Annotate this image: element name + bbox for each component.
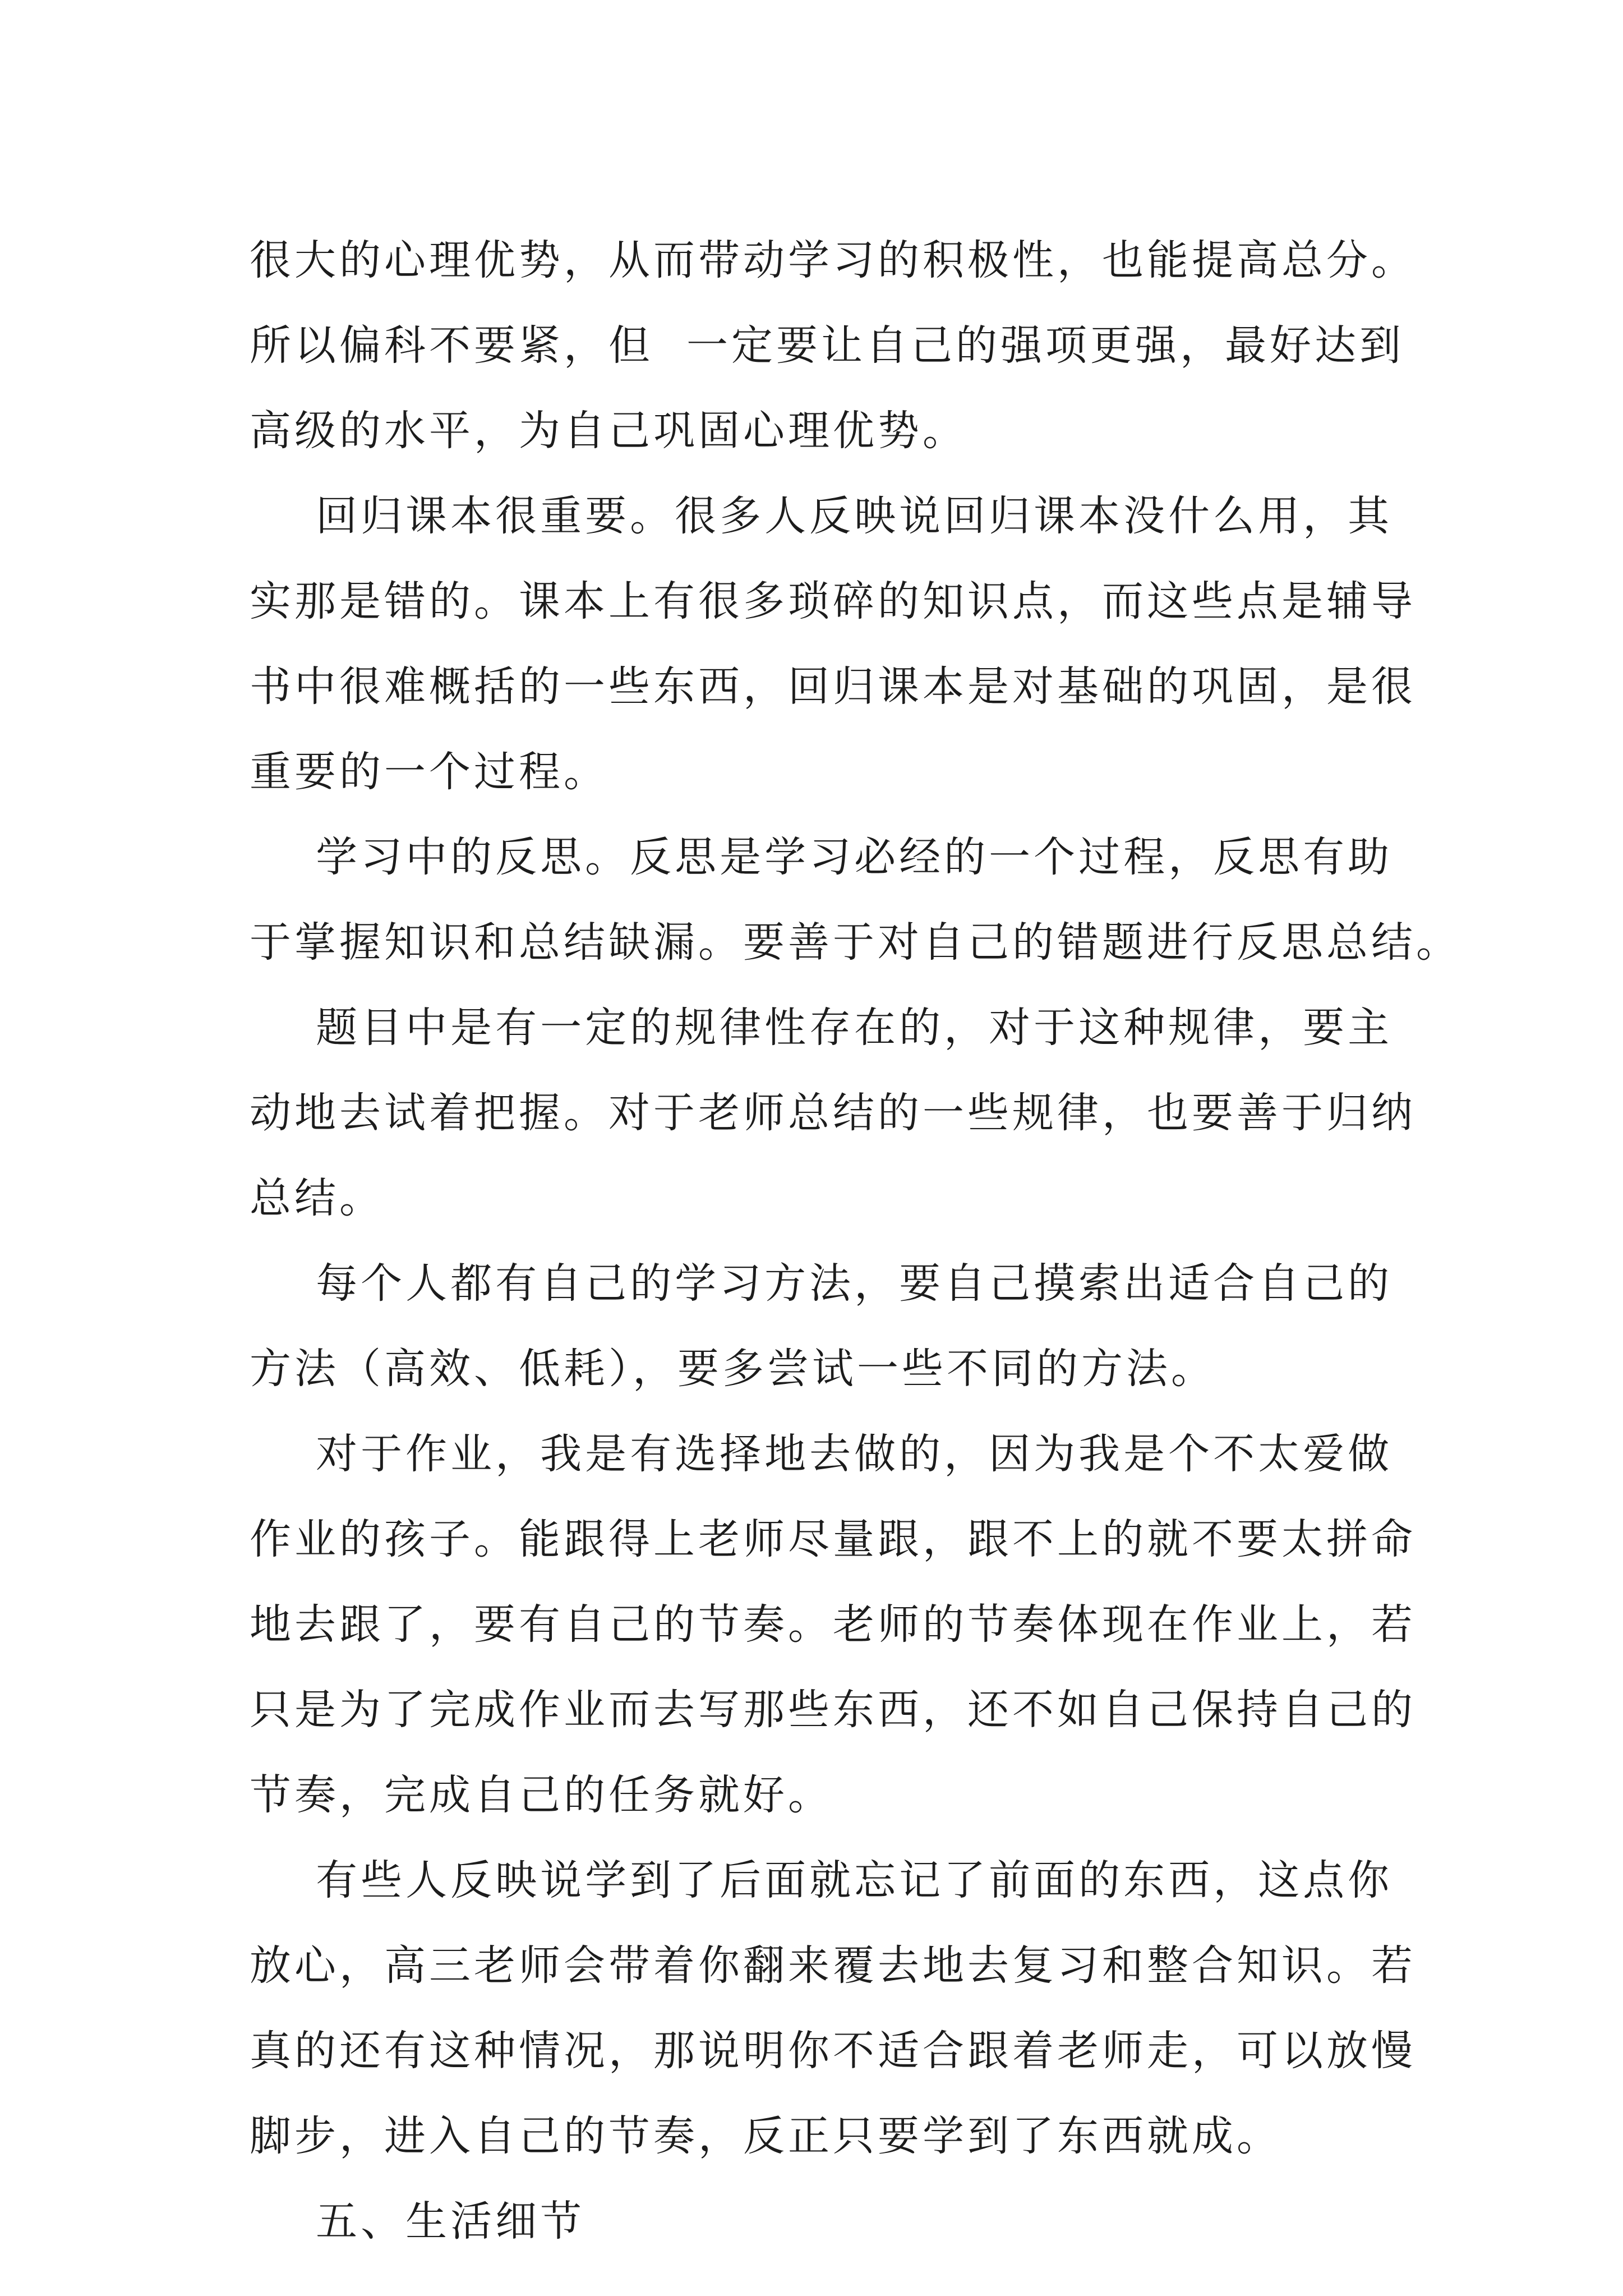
- text-line: 作业的孩子。能跟得上老师尽量跟，跟不上的就不要太拼命: [250, 1515, 1416, 1563]
- text-line: 方法（高效、低耗），要多尝试一些不同的方法。: [250, 1345, 1216, 1393]
- text-line: 总结。: [250, 1174, 384, 1222]
- text-line: 重要的一个过程。: [250, 748, 608, 796]
- text-line: 真的还有这种情况，那说明你不适合跟着老师走，可以放慢: [250, 2027, 1416, 2075]
- paragraph-5: [250, 1241, 1399, 1411]
- text-line: 脚步，进入自己的节奏，反正只要学到了东西就成。: [250, 2112, 1281, 2160]
- text-line: 只是为了完成作业而去写那些东西，还不如自己保持自己的: [250, 1686, 1416, 1734]
- text-line: 有些人反映说学到了后面就忘记了前面的东西，这点你: [250, 1856, 1393, 1904]
- text-line: 题目中是有一定的规律性存在的，对于这种规律，要主: [250, 1004, 1393, 1052]
- section-heading-text: 五、生活细节: [250, 2197, 585, 2246]
- text-line: 于掌握知识和总结缺漏。要善于对自己的错题进行反思总结。: [250, 918, 1461, 967]
- text-line: 地去跟了，要有自己的节奏。老师的节奏体现在作业上，若: [250, 1600, 1416, 1649]
- section-heading: [250, 2179, 1399, 2264]
- text-line: 实那是错的。课本上有很多琐碎的知识点，而这些点是辅导: [250, 577, 1416, 625]
- paragraph-4: [250, 985, 1416, 1241]
- text-line: 很大的心理优势，从而带动学习的积极性，也能提高总分。: [250, 236, 1416, 284]
- text-line: 学习中的反思。反思是学习必经的一个过程，反思有助: [250, 833, 1393, 881]
- paragraph-7: [250, 1838, 1416, 2179]
- text-line: 动地去试着把握。对于老师总结的一些规律，也要善于归纳: [250, 1089, 1416, 1137]
- document-body: [250, 218, 1461, 2264]
- paragraph-1: [250, 218, 1416, 473]
- paragraph-2: [250, 473, 1416, 815]
- text-line: 回归课本很重要。很多人反映说回归课本没什么用，其: [250, 492, 1393, 540]
- paragraph-3: [250, 815, 1461, 985]
- text-line: 高级的水平，为自己巩固心理优势。: [250, 407, 967, 455]
- text-line: 节奏，完成自己的任务就好。: [250, 1771, 833, 1819]
- text-line: 书中很难概括的一些东西，回归课本是对基础的巩固，是很: [250, 662, 1416, 711]
- text-line: 放心，高三老师会带着你翻来覆去地去复习和整合知识。若: [250, 1941, 1416, 1990]
- text-line: 每个人都有自己的学习方法，要自己摸索出适合自己的: [250, 1259, 1393, 1308]
- text-line: 对于作业，我是有选择地去做的，因为我是个不太爱做: [250, 1430, 1393, 1478]
- paragraph-6: [250, 1411, 1416, 1838]
- text-line: 所以偏科不要紧，但 一定要让自己的强项更强，最好达到: [250, 321, 1405, 370]
